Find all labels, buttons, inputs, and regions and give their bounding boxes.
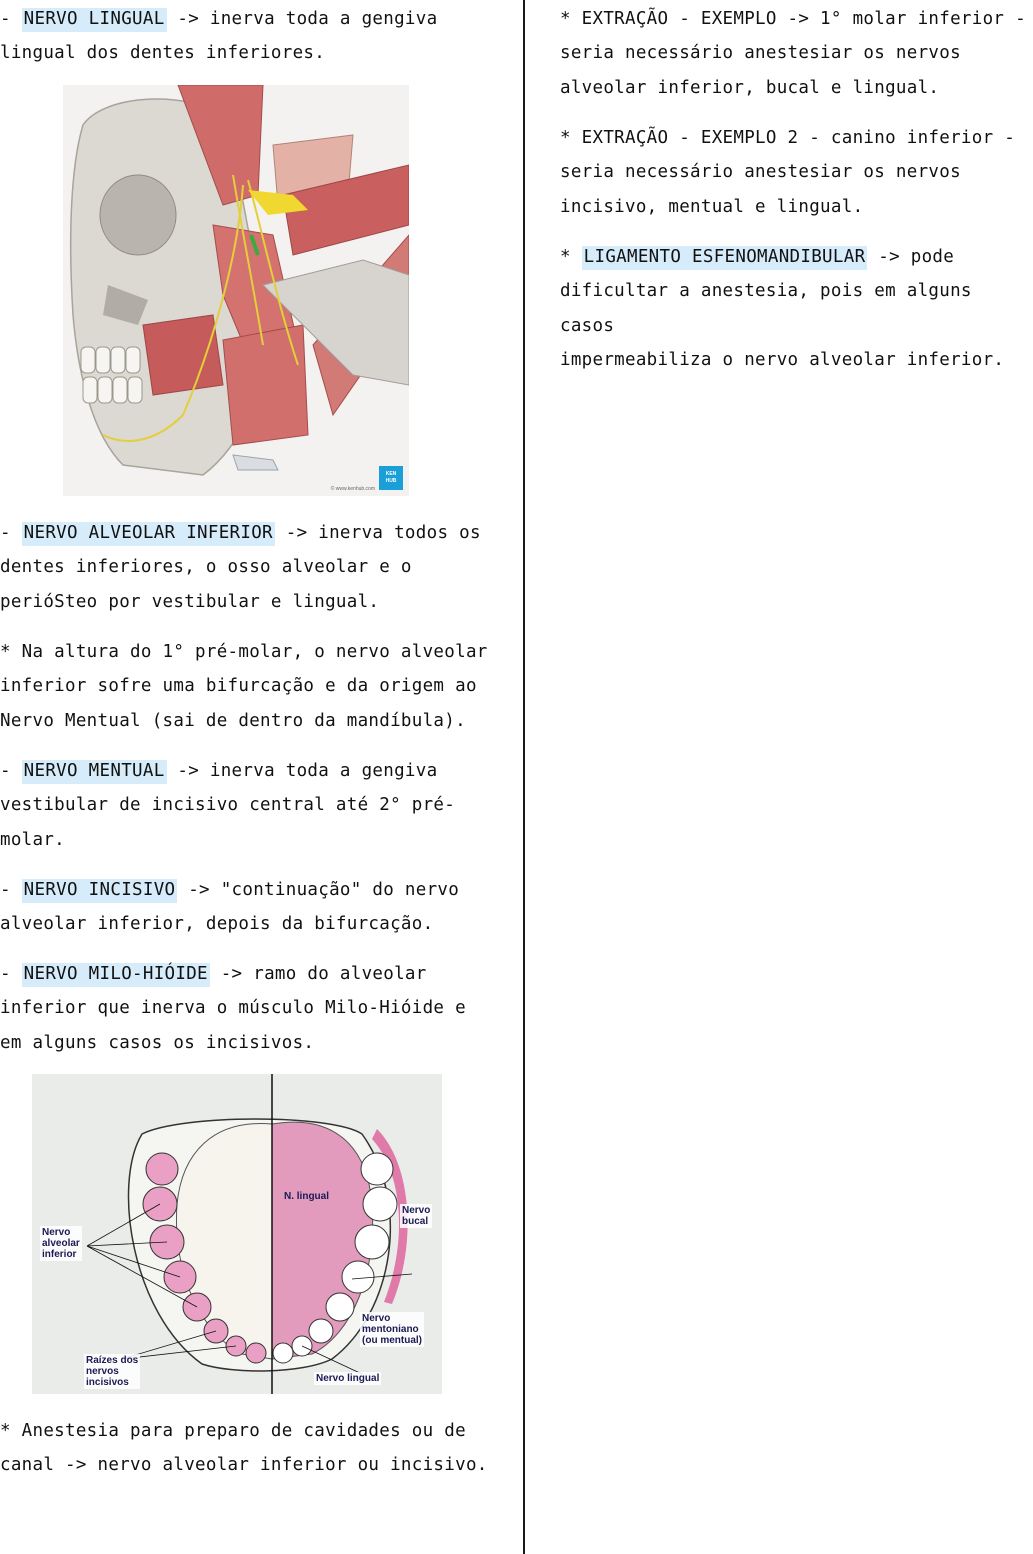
bullet-dash: -	[0, 523, 22, 543]
paragraph-extracao-exemplo-2	[560, 121, 1015, 224]
highlighted-term: LIGAMENTO ESFENOMANDIBULAR	[582, 246, 868, 270]
label-nervo-alveolar-inferior: Nervo alveolar inferior	[42, 1227, 80, 1260]
paragraph-ligamento-esfenomandibular	[560, 240, 1030, 377]
paragraph-nervo-milo-hioide	[0, 957, 466, 1060]
paragraph-nervo-lingual	[0, 2, 437, 71]
paragraph-text: * EXTRAÇÃO - EXEMPLO 2 - canino inferior - seria necessário anestesiar os nervos incisivo, mentual e lingual.	[560, 128, 1016, 217]
highlighted-term: NERVO LINGUAL	[22, 8, 167, 32]
paragraph-nervo-mentual	[0, 754, 455, 857]
paragraph-text: -> pode dificultar a anestesia, pois em alguns casos impermeabiliza o nervo alveolar inferior.	[560, 247, 1005, 370]
paragraph-text: -> "continuação" do nervo alveolar inferior, depois da bifurcação.	[0, 880, 460, 935]
bullet-dash: -	[0, 964, 22, 984]
highlighted-term: NERVO MILO-HIÓIDE	[22, 963, 210, 987]
mandible-nerves-diagram	[32, 1074, 442, 1394]
paragraph-text: * EXTRAÇÃO - EXEMPLO -> 1° molar inferior - seria necessário anestesiar os nervos alveolar inferior, bucal e lingual.	[560, 9, 1026, 98]
column-divider	[523, 0, 525, 1554]
label-nervo-lingual: Nervo lingual	[316, 1373, 380, 1384]
skull-anatomy-illustration	[63, 85, 409, 496]
paragraph-text: -> ramo do alveolar inferior que inerva o músculo Milo-Hióide e em alguns casos os incisivos.	[0, 964, 466, 1053]
bullet-dash: -	[0, 880, 22, 900]
paragraph-text: * Anestesia para preparo de cavidades ou de canal -> nervo alveolar inferior ou incisivo.	[0, 1421, 488, 1476]
paragraph-bifurcacao	[0, 635, 488, 738]
highlighted-term: NERVO ALVEOLAR INFERIOR	[22, 522, 275, 546]
paragraph-text: -> inerva todos os dentes inferiores, o osso alveolar e o perióSteo por vestibular e lingual.	[0, 523, 481, 612]
paragraph-text: * Na altura do 1° pré-molar, o nervo alveolar inferior sofre uma bifurcação e da origem ao Nervo Mentual (sai de dentro da mandíbula).	[0, 642, 488, 731]
paragraph-nervo-incisivo	[0, 873, 459, 942]
label-raizes-nervos-incisivos: Raízes dos nervos incisivos	[86, 1355, 139, 1388]
highlighted-term: NERVO INCISIVO	[22, 879, 178, 903]
bullet-asterisk: *	[560, 247, 582, 267]
paragraph-anestesia-preparo	[0, 1414, 488, 1483]
bullet-dash: -	[0, 9, 22, 29]
label-n-lingual: N. lingual	[284, 1191, 329, 1202]
paragraph-text: -> inerva toda a gengiva lingual dos dentes inferiores.	[0, 9, 438, 64]
paragraph-text: -> inerva toda a gengiva vestibular de incisivo central até 2° pré- molar.	[0, 761, 456, 850]
image-credit: © www.kenhub.com	[330, 486, 375, 492]
bullet-dash: -	[0, 761, 22, 781]
kenhub-logo: KEN HUB	[379, 466, 403, 490]
paragraph-nervo-alveolar-inferior	[0, 516, 481, 619]
label-nervo-mentoniano: Nervo mentoniano (ou mentual)	[362, 1313, 422, 1346]
label-nervo-bucal: Nervo bucal	[402, 1205, 431, 1227]
skull-illustration-svg	[63, 85, 409, 496]
highlighted-term: NERVO MENTUAL	[22, 760, 167, 784]
paragraph-extracao-exemplo-1	[560, 2, 1026, 105]
